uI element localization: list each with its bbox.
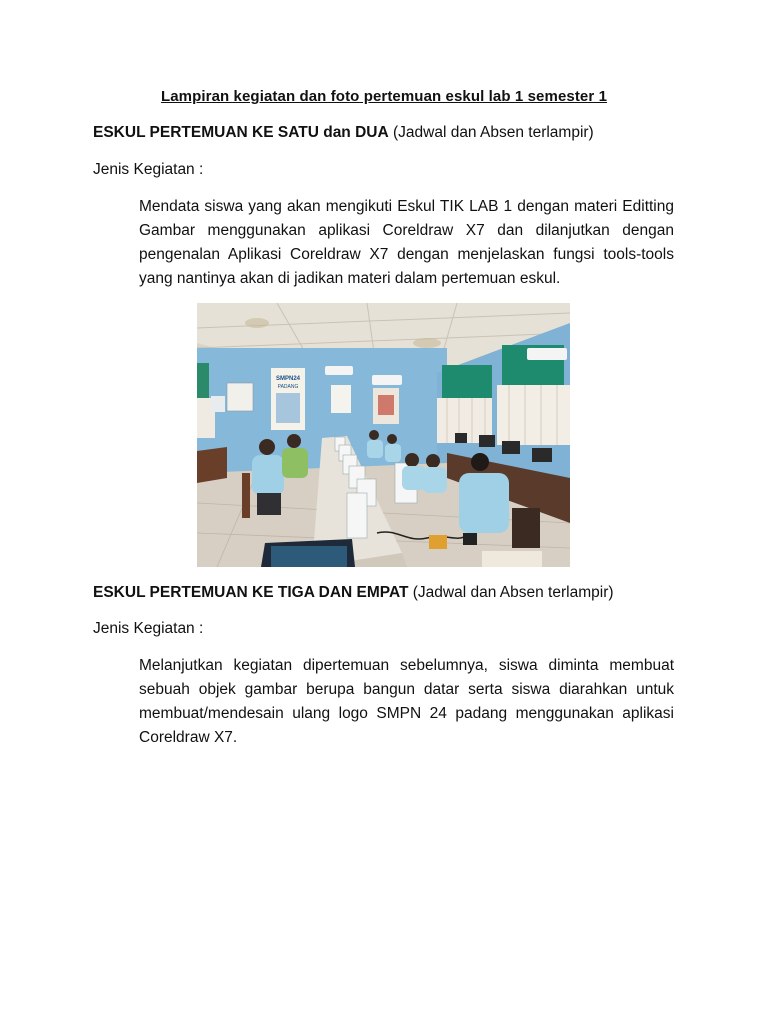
section-1-heading-note: (Jadwal dan Absen terlampir) xyxy=(388,124,594,141)
section-1-activity-label: Jenis Kegiatan : xyxy=(93,161,204,178)
section-1-paragraph: Mendata siswa yang akan mengikuti Eskul TIK LAB 1 dengan materi Editting Gambar menggunakan aplikasi Coreldraw X7 dan dilanjutkan dengan pengenalan Aplikasi Coreldraw X7 dengan menjelaskan fungsi tools-tools yang nantinya akan di jadikan materi dalam pertemuan eskul. xyxy=(139,198,674,287)
document-title: Lampiran kegiatan dan foto pertemuan eskul lab 1 semester 1 xyxy=(160,88,608,105)
section-2-paragraph: Melanjutkan kegiatan dipertemuan sebelumnya, siswa diminta membuat sebuah objek gambar berupa bangun datar serta siswa diarahkan untuk membuat/mendesain ulang logo SMPN 24 padang menggunakan aplikasi Coreldraw X7. xyxy=(139,657,674,746)
section-1-heading-bold: ESKUL PERTEMUAN KE SATU dan DUA xyxy=(93,124,389,141)
poster-text-2: PADANG xyxy=(277,384,299,390)
section-2-activity-label: Jenis Kegiatan : xyxy=(93,620,204,637)
section-2-heading xyxy=(93,584,614,602)
section-2-heading-note: (Jadwal dan Absen terlampir) xyxy=(408,584,614,601)
section-2-heading-bold: ESKUL PERTEMUAN KE TIGA DAN EMPAT xyxy=(93,584,409,601)
poster-text-1: SMPN24 xyxy=(275,376,301,382)
section-1-heading xyxy=(93,124,594,142)
classroom-photo xyxy=(197,303,570,567)
